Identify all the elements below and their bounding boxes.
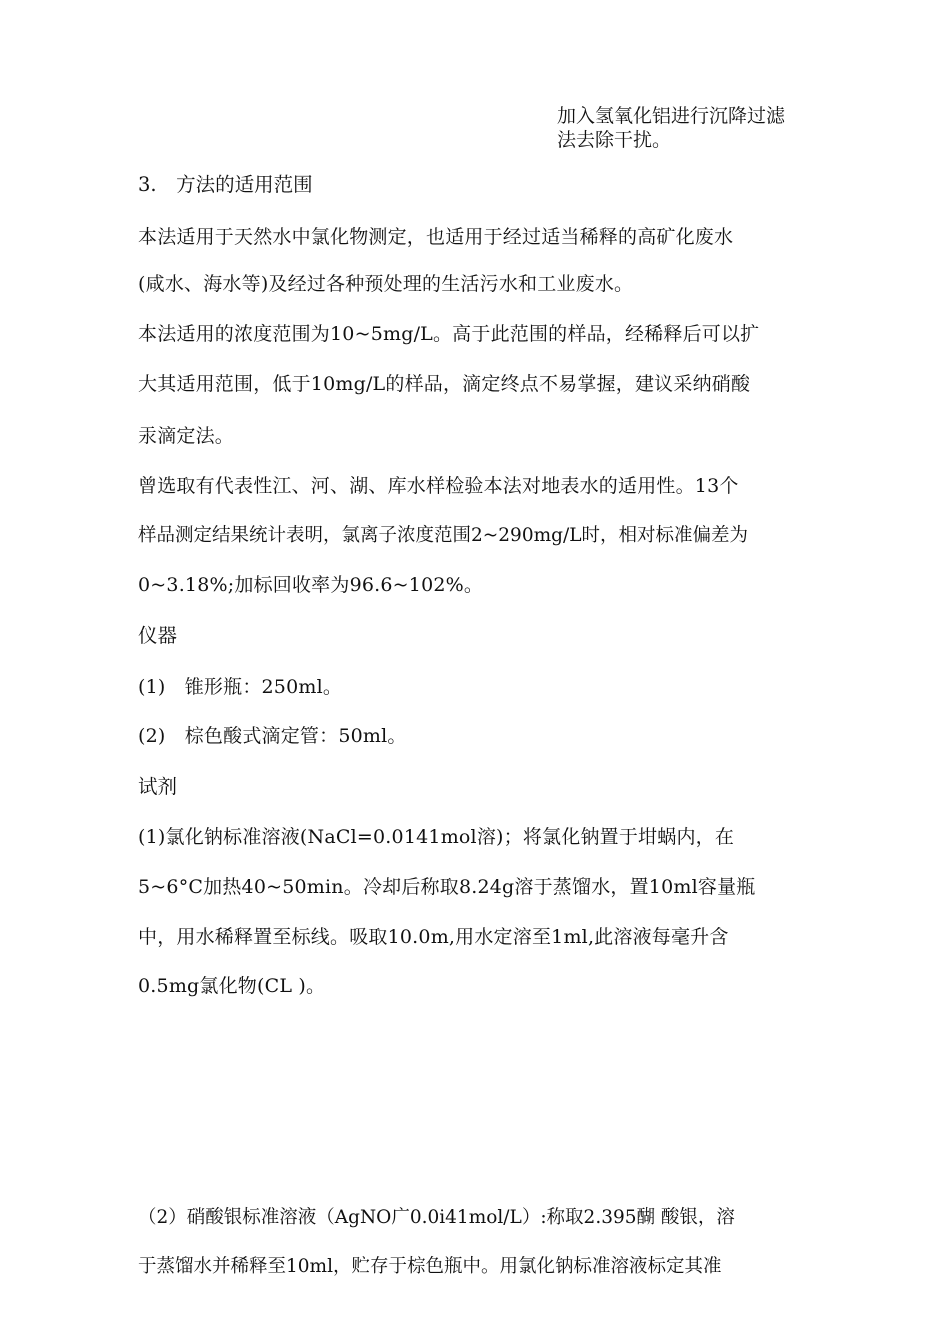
note-line-1: 加入氢氧化铝进行沉降过滤 bbox=[557, 105, 786, 127]
paragraph-3-line-1: 曾选取有代表性江、河、湖、库水样检验本法对地表水的适用性。13个 bbox=[138, 475, 739, 497]
section-3-heading: 3. 方法的适用范围 bbox=[138, 173, 313, 196]
reagent-1-line-2: 5~6°C加热40~50min。冷却后称取8.24g溶于蒸馏水，置10ml容量瓶 bbox=[138, 876, 756, 898]
reagent-2-line-2: 于蒸馏水并稀释至10ml，贮存于棕色瓶中。用氯化钠标准溶液标定其准 bbox=[138, 1256, 722, 1277]
instrument-item-1: (1) 锥形瓶：250ml。 bbox=[138, 676, 343, 698]
paragraph-2-line-2: 大其适用范围，低于10mg/L的样品，滴定终点不易掌握，建议采纳硝酸 bbox=[138, 373, 751, 395]
reagent-1-line-4: 0.5mg氯化物(CL )。 bbox=[138, 975, 326, 997]
note-line-2: 法去除干扰。 bbox=[557, 129, 672, 151]
paragraph-3-line-3: 0~3.18%;加标回收率为96.6~102%。 bbox=[138, 574, 484, 596]
reagent-1-line-3: 中，用水稀释置至标线。吸取10.0m,用水定溶至1ml,此溶液每毫升含 bbox=[138, 926, 729, 948]
paragraph-3-line-2: 样品测定结果统计表明，氯离子浓度范围2~290mg/L时，相对标准偏差为 bbox=[138, 525, 748, 546]
paragraph-1-line-1: 本法适用于天然水中氯化物测定，也适用于经过适当稀释的高矿化废水 bbox=[138, 226, 734, 248]
reagent-1-line-1: (1)氯化钠标准溶液(NaCl=0.0141mol溶)；将氯化钠置于坩蜗内，在 bbox=[138, 826, 735, 848]
instruments-heading: 仪器 bbox=[138, 624, 178, 647]
paragraph-2-line-3: 汞滴定法。 bbox=[138, 425, 235, 447]
instrument-item-2: (2) 棕色酸式滴定管：50ml。 bbox=[138, 725, 407, 747]
paragraph-2-line-1: 本法适用的浓度范围为10~5mg/L。高于此范围的样品，经稀释后可以扩 bbox=[138, 323, 760, 345]
paragraph-1-line-2: (咸水、海水等)及经过各种预处理的生活污水和工业废水。 bbox=[138, 273, 634, 295]
reagent-2-line-1: （2）硝酸银标准溶液（AgNO广0.0i41mol/L）:称取2.395醐 酸银，溶 bbox=[138, 1207, 735, 1228]
reagents-heading: 试剂 bbox=[138, 775, 178, 798]
